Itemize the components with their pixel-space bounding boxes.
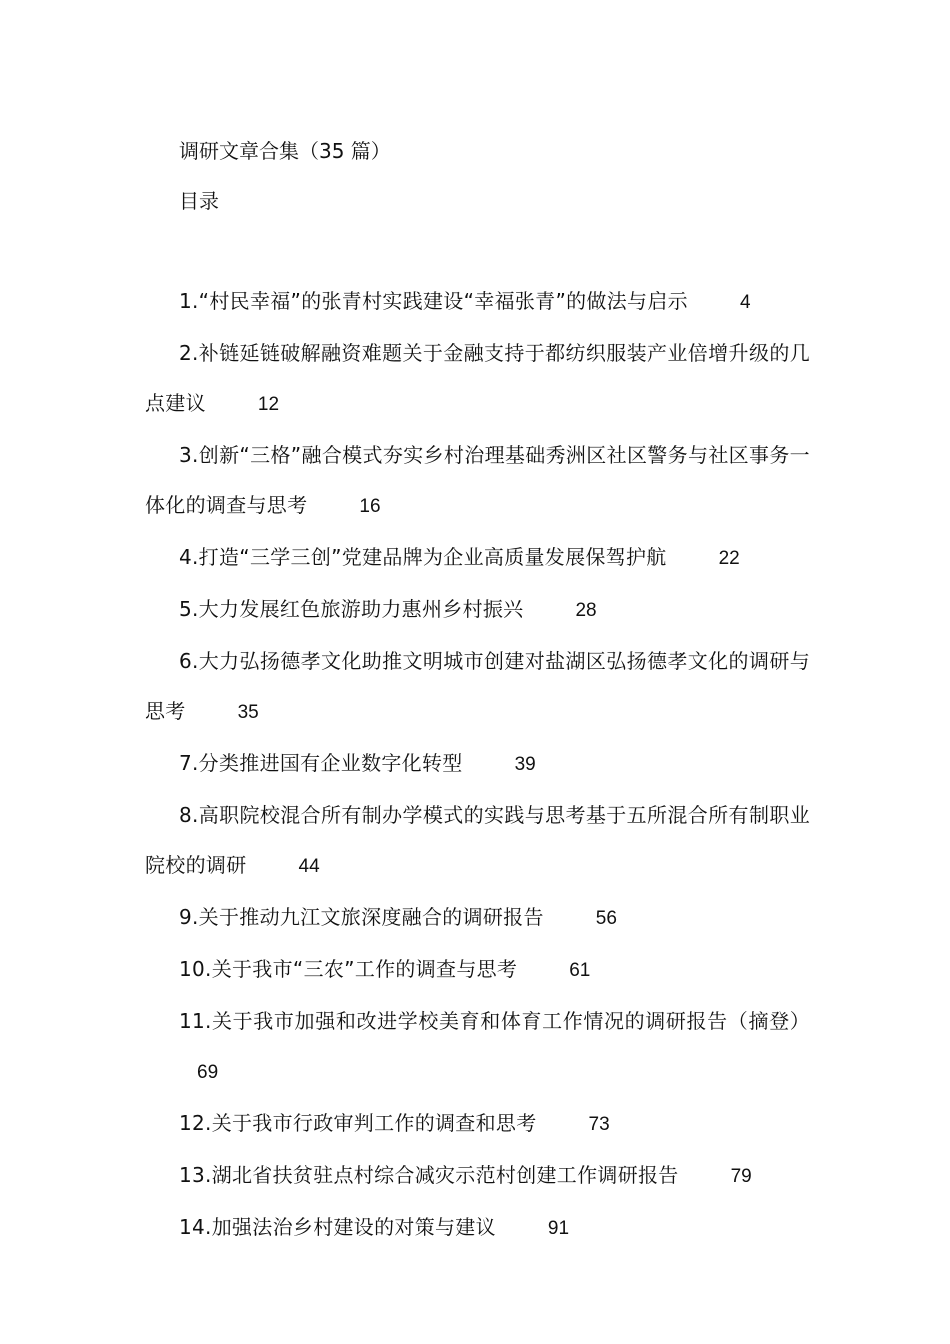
toc-entry-title: 3.创新“三格”融合模式夯实乡村治理基础秀洲区社区警务与社区事务一体化的调查与思考 xyxy=(145,443,810,517)
toc-entry[interactable] xyxy=(145,1098,810,1150)
toc-entry[interactable] xyxy=(145,944,810,996)
blank-line xyxy=(145,226,810,276)
toc-entry-title: 8.高职院校混合所有制办学模式的实践与思考基于五所混合所有制职业院校的调研 xyxy=(145,803,810,877)
toc-entry-title: 14.加强法治乡村建设的对策与建议 xyxy=(179,1215,496,1239)
toc-entry-page: 16 xyxy=(359,496,381,517)
toc-entry-page: 12 xyxy=(257,394,280,415)
toc-entry[interactable] xyxy=(145,996,810,1098)
toc-entry[interactable] xyxy=(145,636,810,738)
toc-entry-page: 61 xyxy=(569,960,591,981)
toc-entry-page: 35 xyxy=(237,702,259,723)
toc-entry-page: 91 xyxy=(547,1218,570,1239)
document-title: 调研文章合集（35 篇） xyxy=(179,139,391,163)
toc-heading: 目录 xyxy=(179,189,219,213)
toc-entry-title: 7.分类推进国有企业数字化转型 xyxy=(179,751,463,775)
toc-entry[interactable] xyxy=(145,532,810,584)
toc-entry-title: 6.大力弘扬德孝文化助推文明城市创建对盐湖区弘扬德孝文化的调研与思考 xyxy=(145,649,810,723)
toc-entry[interactable] xyxy=(145,1150,810,1202)
document-content xyxy=(145,126,810,1254)
toc-entry[interactable] xyxy=(145,584,810,636)
toc-entry-title: 2.补链延链破解融资难题关于金融支持于都纺织服装产业倍增升级的几点建议 xyxy=(145,341,810,415)
toc-entry-title: 5.大力发展红色旅游助力惠州乡村振兴 xyxy=(179,597,524,621)
toc-entry-page: 69 xyxy=(197,1062,219,1083)
toc-entry-page: 4 xyxy=(739,292,751,313)
toc-entry[interactable] xyxy=(145,276,810,328)
toc-entry[interactable] xyxy=(145,738,810,790)
toc-entry-page: 79 xyxy=(730,1166,752,1187)
toc-entry-page: 39 xyxy=(514,754,536,775)
toc-entry[interactable] xyxy=(145,430,810,532)
toc-entry-title: 1.“村民幸福”的张青村实践建设“幸福张青”的做法与启示 xyxy=(179,289,688,313)
toc-entry-page: 73 xyxy=(588,1114,610,1135)
toc-entry-title: 12.关于我市行政审判工作的调查和思考 xyxy=(179,1111,537,1135)
toc-entry-page: 28 xyxy=(575,600,597,621)
toc-entry[interactable] xyxy=(145,1202,810,1254)
toc-entry[interactable] xyxy=(145,892,810,944)
toc-entry-page: 22 xyxy=(718,548,740,569)
toc-entry-title: 11.关于我市加强和改进学校美育和体育工作情况的调研报告（摘登） xyxy=(179,1009,810,1033)
toc-entry[interactable] xyxy=(145,790,810,892)
toc-entry-page: 44 xyxy=(298,856,320,877)
toc-entry-title: 10.关于我市“三农”工作的调查与思考 xyxy=(179,957,518,981)
toc-entry-title: 4.打造“三学三创”党建品牌为企业高质量发展保驾护航 xyxy=(179,545,667,569)
toc-entry[interactable] xyxy=(145,328,810,430)
toc-entry-title: 9.关于推动九江文旅深度融合的调研报告 xyxy=(179,905,544,929)
toc-entry-title: 13.湖北省扶贫驻点村综合减灾示范村创建工作调研报告 xyxy=(179,1163,679,1187)
toc-entry-page: 56 xyxy=(595,908,617,929)
